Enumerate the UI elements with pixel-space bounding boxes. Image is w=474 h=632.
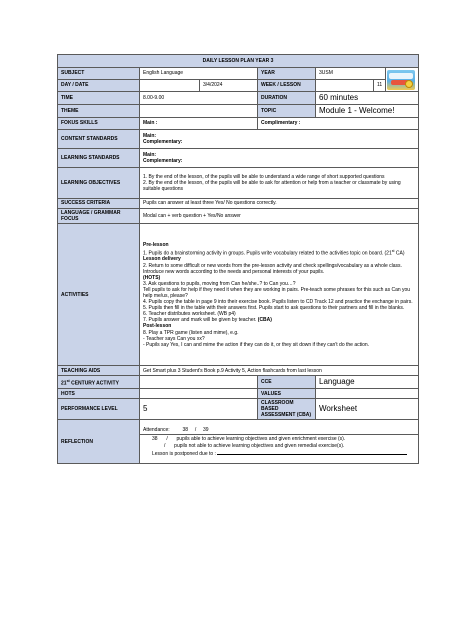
lesson-postponed: Lesson is postponed due to : [140,450,418,458]
subject-label: SUBJECT [58,68,140,80]
success-criteria-value: Pupils can answer at least three Yes/ No questions correctly. [140,199,419,209]
day-date-value: 3/4/2024 [200,80,258,92]
cce-label: CCE [258,376,316,389]
learning-standards-value [140,149,419,168]
pre-lesson-heading: Pre-lesson [143,241,169,248]
duration-value: 60 minutes [316,92,419,105]
hots-tag: (HOTS) [143,274,161,281]
year-label: YEAR [258,68,316,80]
reflection-value [140,420,419,464]
content-standards-label: CONTENT STANDARDS [58,130,140,149]
teaching-aids-label: TEACHING AIDS [58,366,140,376]
day-date-blank [140,80,200,92]
time-label: TIME [58,92,140,105]
activity-step-5: 5. Pupils then fill in the table with their answers first. Pupils start to ask questions to their partners and fill in the blanks. [143,305,405,312]
teaching-aids-value: Get Smart plus 3 Student's Book p.9 Activity 5, Action flashcards from last lesson [140,366,419,376]
objective-1: 1. By the end of the lesson, of the pupils will be able to understand a wide range of short supported questions [143,173,385,180]
book-cover-image [387,70,415,90]
lesson-plan-table [57,54,419,464]
reflection-achieved: 38 / pupils able to achieve learning objectives and given enrichment exercise (s). [152,436,346,443]
language-focus-label: LANGUAGE / GRAMMAR FOCUS [58,209,140,224]
performance-level-value: 5 [140,399,258,420]
hots-label: HOTS [58,389,140,399]
content-standards-value [140,130,419,149]
focus-skills-complementary: Complimentary : [258,118,419,130]
activity-step-3b: Tell pupils to ask for help if they need it when they are working in pairs. Pre-teach some phrases for this such as Can you help me/us, please? [143,286,411,299]
day-date-label: DAY / DATE [58,80,140,92]
attendance-line: Attendance: 38 / 39 [140,426,418,435]
content-standards-main: Main: [143,132,157,139]
focus-skills-label: FOKUS SKILLS [58,118,140,130]
reflection-label: REFLECTION [58,420,140,464]
theme-label: THEME [58,105,140,118]
week-lesson-label: WEEK / LESSON [258,80,316,92]
post-lesson-heading: Post-lesson [143,323,172,330]
cba-value: Worksheet [316,399,419,420]
page-title: DAILY LESSON PLAN YEAR 3 [58,55,419,68]
activity-step-7: 7. Pupils answer and mark will be given by teacher. (CBA) [143,317,272,324]
time-value: 8.00-9.00 [140,92,258,105]
lesson-plan-sheet [57,54,418,464]
success-criteria-label: SUCCESS CRITERIA [58,199,140,209]
week-lesson-blank [316,80,374,92]
learning-standards-complementary: Complementary: [143,158,183,164]
values-label: VALUES [258,389,316,399]
subject-value: English Language [140,68,258,80]
lesson-delivery-heading: Lesson delivery [143,256,181,263]
activity-step-3: 3. Ask questions to pupils, moving from Can he/she..? to Can you…? [143,280,296,287]
content-standards-complementary: Complementary: [143,139,183,145]
learning-objectives-label: LEARNING OBJECTIVES [58,168,140,199]
activities-label: ACTIVITIES [58,224,140,366]
performance-level-label: PERFORMANCE LEVEL [58,399,140,420]
language-focus-value: Modal can + verb question + Yes/No answer [140,209,419,224]
activity-step-2: 2. Return to some difficult or new words from the pre-lesson activity and check spellings/vocabulary as a whole class. Introduce new words according to the needs and personal interests of your pupils. [143,262,402,275]
learning-standards-main: Main: [143,151,157,158]
activity-step-8b: - Pupils say Yes, I can and mime the action if they can do it, or they sit down if they can't do the action. [143,341,370,348]
week-lesson-value: 11 [374,80,386,92]
hots-value [140,389,258,399]
topic-label: TOPIC [258,105,316,118]
activities-value [140,224,419,366]
focus-skills-main: Main : [140,118,258,130]
values-value [316,389,419,399]
learning-objectives-value [140,168,419,199]
duration-label: DURATION [258,92,316,105]
topic-value: Module 1 - Welcome! [316,105,419,118]
theme-value [140,105,258,118]
learning-standards-label: LEARNING STANDARDS [58,149,140,168]
activity-step-8a: - Teacher says Can you xx? [143,335,205,342]
activity-step-4: 4. Pupils copy the table in page 9 into their exercise book. Pupils listen to CD Track 12 and practice the exchange in pairs. [143,299,413,306]
cba-label: CLASSROOM BASED ASSESSMENT (CBA) [258,399,316,420]
activity-step-8: 8. Play a TPR game (listen and mime), e.g. [143,329,239,336]
book-cover-cell [386,68,419,92]
reflection-not-achieved: / pupils not able to achieve learning objectives and given remedial exercise(s). [164,443,345,450]
activity-step-1: 1. Pupils do a brainstorming activity in groups. Pupils write vocabulary related to the activities topic on board. (21st CA) [143,248,405,257]
century-activity-label: 21st CENTURY ACTIVITY [58,376,140,389]
objective-2: 2. By the end of the lesson, of the pupils will be able to ask for attention or help from a teacher or classmate by using suitable questions [143,179,401,193]
year-value: 3USM [316,68,386,80]
cce-value: Language [316,376,419,389]
century-activity-value [140,376,258,389]
activity-step-6: 6. Teacher distributes worksheet. (WB p4) [143,311,236,318]
